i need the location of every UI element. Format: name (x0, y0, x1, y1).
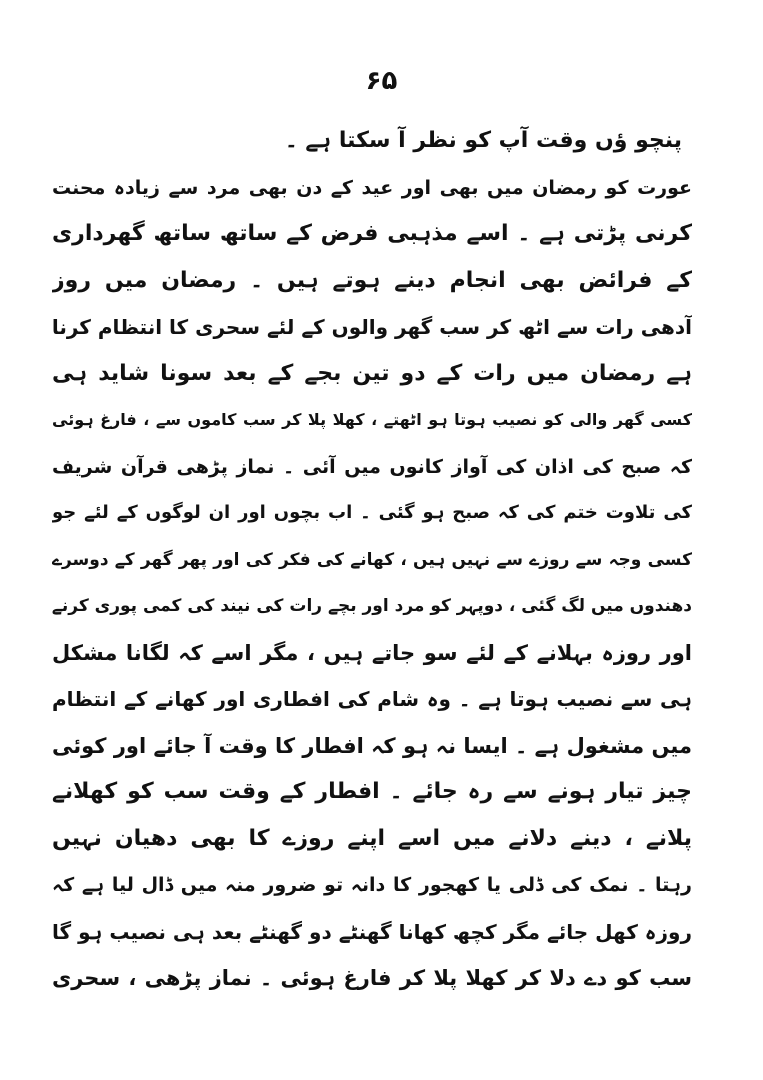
text-line-3: کرنی پڑتی ہے ۔ اسے مذہبی فرض کے ساتھ ساتھ گھرداری (52, 221, 692, 246)
text-line-17: رہتا ۔ نمک کی ڈلی یا کھجور کا دانہ تو ضرور منہ میں ڈال لیا ہے کہ (52, 874, 692, 896)
text-line-15: چیز تیار ہونے سے رہ جائے ۔ افطار کے وقت سب کو کھلانے (52, 779, 692, 804)
text-line-7: کسی گھر والی کو نصیب ہوتا ہو اٹھتے ، کھلا پلا کر سب کاموں سے ، فارغ ہوئی (52, 410, 692, 429)
text-line-1: پنچو ؤں وقت آپ کو نظر آ سکتا ہے ۔ (284, 128, 682, 153)
text-line-2: عورت کو رمضان میں بھی اور عید کے دن بھی مرد سے زیادہ محنت (52, 176, 692, 199)
text-line-4: کے فرائض بھی انجام دینے ہوتے ہیں ۔ رمضان میں روز (52, 267, 692, 293)
text-line-10: کسی وجہ سے روزے سے نہیں ہیں ، کھانے کی فکر کی اور پھر گھر کے دوسرے (52, 549, 692, 570)
text-line-13: ہی سے نصیب ہوتا ہے ۔ وہ شام کی افطاری اور کھانے کے انتظام (52, 687, 692, 711)
text-line-16: پلانے ، دینے دلانے میں اسے اپنے روزے کا بھی دھیان نہیں (52, 825, 692, 851)
page-number: ۶۵ (365, 66, 398, 96)
text-line-14: میں مشغول ہے ۔ ایسا نہ ہو کہ افطار کا وقت آ جائے اور کوئی (52, 733, 692, 758)
text-line-9: کی تلاوت ختم کی کہ صبح ہو گئی ۔ اب بچوں اور ان لوگوں کے لئے جو (52, 502, 692, 523)
text-line-6: ہے رمضان میں رات کے دو تین بجے کے بعد سونا شاید ہی (52, 360, 692, 386)
body-text (52, 118, 692, 1002)
text-line-18: روزہ کھل جائے مگر کچھ کھانا گھنٹے دو گھنٹے بعد ہی نصیب ہو گا (52, 919, 692, 944)
text-line-12: اور روزہ بہلانے کے لئے سو جاتے ہیں ، مگر اسے کہ لگانا مشکل (52, 640, 692, 665)
text-line-19: سب کو دے دلا کر کھلا پلا کر فارغ ہوئی ۔ نماز پڑھی ، سحری (52, 966, 692, 990)
text-line-5: آدھی رات سے اٹھ کر سب گھر والوں کے لئے سحری کا انتظام کرنا (52, 315, 692, 339)
text-line-11: دھندوں میں لگ گئی ، دوپہر کو مرد اور بچے رات کی نیند کی کمی پوری کرنے (52, 596, 692, 616)
text-line-8: کہ صبح کی اذان کی آواز کانوں میں آئی ۔ نماز پڑھی قرآن شریف (52, 455, 692, 478)
